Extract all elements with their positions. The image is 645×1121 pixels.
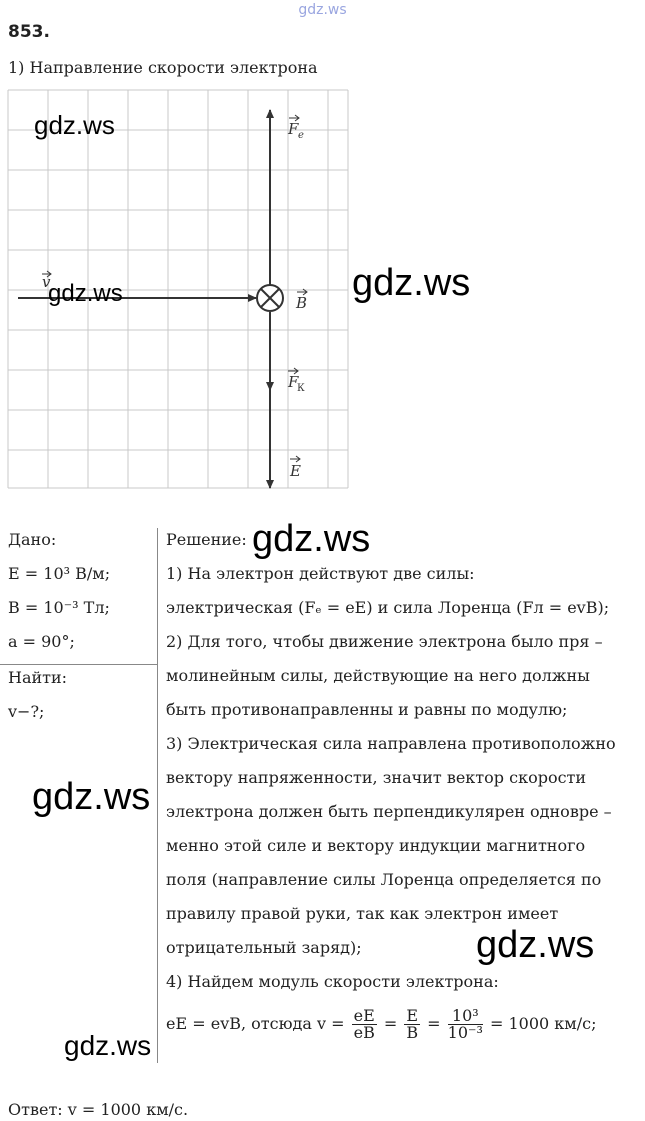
- solution-line: правилу правой руки, так как электрон имеет: [166, 904, 559, 923]
- solution-line: быть противонаправленны и равны по модулю;: [166, 700, 568, 719]
- solution-line: 3) Электрическая сила направлена противоположно: [166, 734, 616, 753]
- svg-text:e: e: [298, 130, 304, 141]
- problem-number: 853.: [8, 22, 50, 42]
- watermark: gdz.ws: [48, 280, 123, 307]
- given-line: E = 10³ В/м;: [8, 564, 111, 583]
- given-title: Дано:: [8, 530, 57, 549]
- solution-line: поля (направление силы Лоренца определяется по: [166, 870, 602, 889]
- solution-formula: eE = evB, отсюда v = $\frac{eE}{eB}$ = $\frac{E}{B}$ = $\frac{\text{10³}}{\text{10⁻³}}$ = 1000 км/с;: [166, 1006, 597, 1042]
- solution-line: 4) Найдем модуль скорости электрона:: [166, 972, 499, 991]
- label-v: v: [42, 273, 51, 291]
- watermark: gdz.ws: [252, 518, 371, 560]
- solution-line: электрона должен быть перпендикулярен одновре –: [166, 802, 612, 821]
- find-value: v−?;: [8, 702, 45, 721]
- solution-line: отрицательный заряд);: [166, 938, 362, 957]
- label-b: B: [296, 294, 308, 312]
- watermark: gdz.ws: [32, 776, 151, 818]
- answer: Ответ: v = 1000 км/с.: [8, 1100, 189, 1119]
- solution-title: Решение:: [166, 530, 247, 549]
- solution-line: электрическая (Fₑ = eE) и сила Лоренца (Fл = evB);: [166, 598, 610, 617]
- solution-line: 1) На электрон действуют две силы:: [166, 564, 475, 583]
- given-line: B = 10⁻³ Тл;: [8, 598, 110, 617]
- column-divider: [157, 528, 158, 1063]
- solution-line: 2) Для того, чтобы движение электрона было пря –: [166, 632, 603, 651]
- label-fk: F: [288, 373, 299, 391]
- given-divider: [0, 664, 157, 665]
- given-line: a = 90°;: [8, 632, 75, 651]
- watermark: gdz.ws: [34, 110, 115, 140]
- solution-line: вектору напряженности, значит вектор скорости: [166, 768, 587, 787]
- watermark: gdz.ws: [476, 924, 595, 966]
- top-watermark: gdz.ws: [298, 2, 347, 18]
- fraction: $\frac{E}{B}$: [406, 1006, 419, 1042]
- svg-text:К: К: [297, 383, 305, 394]
- label-fe: F: [288, 120, 299, 138]
- problem-subtitle: 1) Направление скорости электрона: [8, 58, 318, 77]
- solution-line: молинейным силы, действующие на него должны: [166, 666, 590, 685]
- fraction: $\frac{eE}{eB}$: [353, 1006, 375, 1042]
- label-e: E: [290, 462, 301, 480]
- b-into-page-icon: [257, 285, 283, 311]
- fraction: $\frac{\text{10³}}{\text{10⁻³}}$: [447, 1006, 483, 1042]
- watermark: gdz.ws: [352, 262, 471, 304]
- find-title: Найти:: [8, 668, 68, 687]
- watermark: gdz.ws: [64, 1030, 152, 1061]
- solution-line: менно этой силе и вектору индукции магнитного: [166, 836, 586, 855]
